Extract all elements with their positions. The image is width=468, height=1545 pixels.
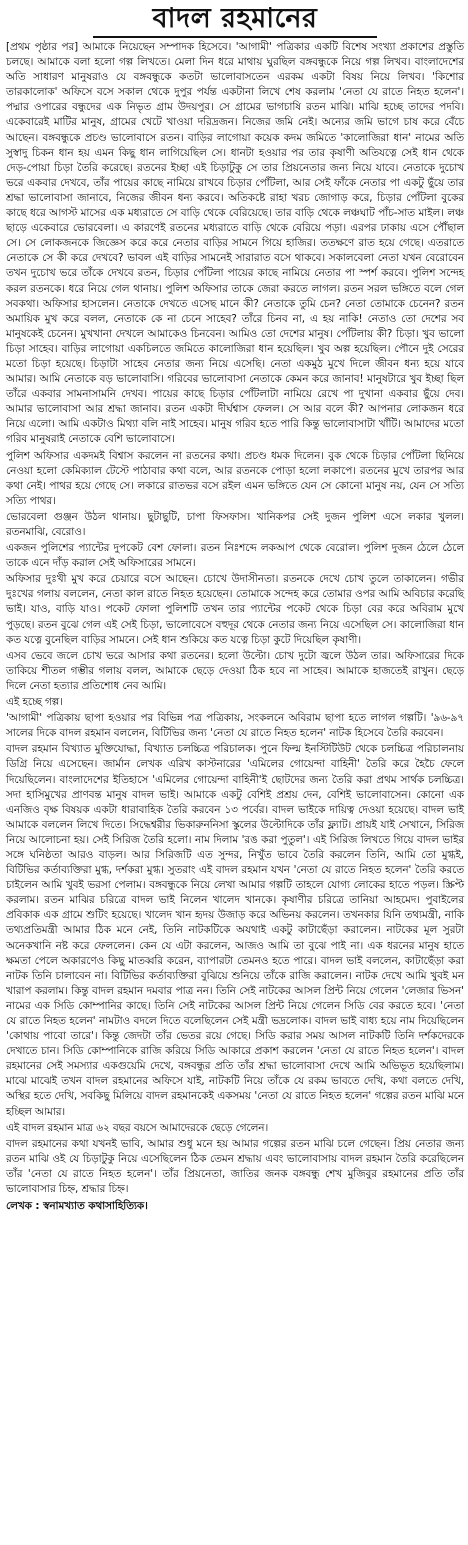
- paragraph-text: আমাকে নিয়েছেন সম্পাদক হিসেবে। 'আগামী' পত্রিকার একটি বিশেষ সংখ্যা প্রকাশের প্রস্তুতি চলছে। আমাকে বলা হলো গল্প লিখতে। মেলা দিন ধরে মাথায় ঘুরছিল বঙ্গবন্ধুকে নিয়ে গল্প লিখব। বাংলাদেশের অতি সাধারণ মানুষরাও যে বঙ্গবন্ধুকে কতটা ভালোবাসতেন এরকম একটা বিষয় নিয়ে লিখব। 'কিশোর তারকালোক' অফিসে বসে সকাল থেকে দুপুর পর্যন্ত একটানা লিখে শেষ করলাম 'নেতা যে রাতে নিহত হলেন'। পদ্মার ওপারের বন্ধুদের এক নিভৃত গ্রাম উদয়পুর। সে গ্রামের ভাগচাষি রতন মাঝি। মাঝি হচ্ছে তাদের পদবি। একেবারেই মাটির মানুষ, গ্রামের খেটে খাওয়া দরিদ্রজন। নিজের জমি নেই। অন্যের জমি ভাগে চাষ করে বেঁচে আছেন। বঙ্গবন্ধুকে প্রচণ্ড ভালোবাসে রতন। বাড়ির লাগোয়া কয়েক কদম জমিতে 'কালোজিরা ধান' নামের অতি সুস্বাদু চিকন ধান হয় এমন কিছু ধান লাগিয়েছিল সে। ধানটা হওয়ার পর তার কৃষাণী অতিযত্নে সেই ধান থেকে দেড়-পোয়া চিড়া তৈরি করেছে। রতনের ইচ্ছা এই চিড়াটুকু সে তার প্রিয়নেতার জন্য নিয়ে যাবে। নেতাকে দুচোখ ভরে একবার দেখবে, তাঁর পায়ের কাছে নামিয়ে রাখবে চিড়ার পোঁটলা, আর সেই ফাঁকে নেতার পা একটু ছুঁয়ে তার শ্রদ্ধা ভালোবাসা জানাবে, নিজের জীবন ধন্য করবে। অতিকষ্টে রাহা খরচ জোগাড় করে, চিড়ার পোঁটলা বুকের কাছে ধরে আগস্ট মাসের এক মধ্যরাতে সে বাড়ি থেকে বেরিয়েছে। তার বাড়ি থেকে লঞ্চঘাট পাঁচ-সাত মাইল। লঞ্চ ছাড়ে একেবারে ভোরবেলা। এ কারণেই রতনের মধ্যরাতে বাড়ি থেকে বেরিয়ে পড়া। এরপর ঢাকায় এসে পৌঁছাল সে। সে লোকজনকে জিজ্ঞেস করে করে নেতার বাড়ির সামনে গিয়ে হাজির। ততক্ষণে রাত হয়ে গেছে। এতরাতে নেতাকে সে কী করে দেখবে? ভাবল এই বাড়ির সামনেই সারারাত বসে থাকবে। সকালবেলা নেতা যখন বেরোবেন তখন দুচোখ ভরে তাঁকে দেখবে রতন, চিড়ার পোঁটলা পায়ের কাছে নামিয়ে নেতার পা স্পর্শ করবে। পুলিশ সন্দেহ করল রতনকে। ধরে নিয়ে গেল থানায়। পুলিশ অফিসার তাকে জেরা করতে লাগল। রতন সরল ভঙ্গিতে বলে গেল সবকথা। অফিসার হাসলেন। নেতাকে দেখতে এসেছ মানে কী? নেতাকে তুমি চেন? নেতা তোমাকে চেনেন? রতন অমায়িক মুখ করে বলল, নেতাকে কে না চেনে সাহেব? তাঁরে চিনব না, এ হয় নাকি! নেতাও তো দেশের সব মানুষকেই চেনেন। মুখখানা দেখলে আমাকেও চিনবেন। আমিও তো দেশের মানুষ। পোঁটলায় কী? চিড়া। খুব ভালো চিড়া সাহেব। বাড়ির লাগোয়া একচিলতে জমিতে কালোজিরা ধান হয়েছিল। খুব অল্প হয়েছিল। পৌনে দুই সেরের মতো চিড়া হয়েছে। চিড়াটা সাহেব নেতার জন্য নিয়ে এসেছি। নেতা একমুঠ মুখে দিলে জীবন ধন্য হয়ে যাবে আমার। আমি নেতাকে বড় ভালোবাসি। গরিবের ভালোবাসা নেতাকে কেমন করে জানাব! মানুষটারে খুব ইচ্ছা ছিল তাঁরে একবার সামনাসামনি দেখব। পায়ের কাছে চিড়ার পোঁটলাটা নামিয়ে রেখে পা দুখানা একবার ছুঁয়ে দেব। আমার ভালোবাসা আর শ্রদ্ধা জানাব। রতন একটা দীর্ঘশ্বাস ফেলল। সে আর বলে কী? আপনার লোকজন ধরে নিয়ে এলো। আমি একটাও মিথ্যা বলি নাই সাহেব। মানুষ গরিব হতে পারি কিন্তু ভালোবাসাটা খাঁটি। আমাদের মতো গরিব মানুষরাই নেতাকে বেশি ভালোবাসে।: [6, 41, 465, 446]
- paragraph: 'আগামী' পত্রিকায় ছাপা হওয়ার পর বিভিন্ন পত্র পত্রিকায়, সংকলনে অবিরাম ছাপা হতে লাগল গল্পটি। '৯৬-৯৭ সালের দিকে বাদল রহমান বললেন, বিটিভির জন্য 'নেতা যে রাতে নিহত হলেন' নাটক হিসেবে তৈরি করবেন।: [6, 712, 464, 740]
- paragraph: বাদল রহমান বিখ্যাত মুক্তিযোদ্ধা, বিখ্যাত চলচ্চিত্র পরিচালক। পুনে ফিল্ম ইনস্টিটিউট থেকে চলচ্চিত্র পরিচালনায় ডিগ্রি নিয়ে এসেছেন। জার্মান লেখক এরিখ কাস্টনারের 'এমিলের গোয়েন্দা বাহিনী' তৈরি করে হৈচৈ ফেলে দিয়েছিলেন। বাংলাদেশের ইতিহাসে 'এমিলের গোয়েন্দা বাহিনী'ই ছোটদের জন্য তৈরি করা প্রথম সার্থক চলচ্চিত্র। সদা হাসিমুখের প্রাণবন্ত মানুষ বাদল ভাই। আমাকে একটু বেশিই প্রশ্রয় দেন, বেশিই ভালোবাসেন। কোনো এক এনজিও বৃক্ষ বিষয়ক একটা ধারাবাহিক তৈরি করবেন ১৩ পর্বের। বাদল ভাইকে দায়িত্ব দেওয়া হয়েছে। বাদল ভাই আমাকে বললেন লিখে দিতে। সিদ্ধেশ্বরীর ভিকারুননিসা স্কুলের উল্টোদিকে তাঁর ফ্ল্যাট। প্রায়ই যাই সেখানে, সিরিজ নিয়ে আলোচনা হয়। সেই সিরিজ তৈরি হলো। নাম দিলাম 'রঙ করা পুতুল'। এই সিরিজ লিখতে গিয়ে বাদল ভাইর সঙ্গে ঘনিষ্ঠতা আরও বাড়ল। আর সিরিজটি এত সুন্দর, নিখুঁত ভাবে তৈরি করলেন তিনি, আমি তো মুগ্ধই, বিটিভির কর্তাব্যক্তিরা মুগ্ধ, দর্শকরা মুগ্ধ। সুতরাং এই বাদল রহমান যখন 'নেতা যে রাতে নিহত হলেন' তৈরি করতে চাইলেন আমি খুবই ভরসা পেলাম। বঙ্গবন্ধুকে নিয়ে লেখা আমার গল্পটি তাহলে যোগ্য লোকের হাতে পড়ল। স্ক্রিপ্ট করলাম। রতন মাঝির চরিত্রে বাদল ভাই নিলেন খালেদ খানকে। কৃষাণীর চরিত্রে তানিয়া আহমেদ। পুবাইলের প্রবিকাক এক গ্রামে শুটিং হয়েছে। খালেদ খান হৃদয় উজাড় করে অভিনয় করলেন। তখনকার যিনি তথ্যমন্ত্রী, নাকি তথ্যপ্রতিমন্ত্রী আমার ঠিক মনে নেই, তিনি নাটকটিকে অযথাই একটু কাটাছেঁড়া করালেন। নাটকের মূল সুরটা অনেকখানি নষ্ট করে ফেললেন। কেন যে এটা করলেন, আজও আমি তা বুঝে পাই না। এক ধরনের মানুষ হাতে ক্ষমতা পেলে অকারণেও কিছু মাতব্বরি করেন, ব্যাপারটা তেমনও হতে পারে। বাদল ভাই বললেন, কাটাছেঁড়া করা নাটক তিনি চালাবেন না। বিটিভির কর্তাব্যক্তিরা বুঝিয়ে শুনিয়ে তাঁকে রাজি করালেন। নাটক দেখে আমি খুবই মন খারাপ করলাম। কিন্তু বাদল রহমান দমবার পাত্র নন। তিনি সেই নাটকের আসল প্রিন্ট নিয়ে গেলেন 'লেজার ভিসন' নামের এক সিডি কোম্পানির কাছে। তিনি সেই নাটকের আসল প্রিন্ট নিয়ে গেলেন সিডি বের করতে হবে। 'নেতা যে রাতে নিহত হলেন' নামটাও বদলে দিতে বলেছিলেন সেই মন্ত্রী ভদ্রলোক। বাদল ভাই বাধ্য হয়ে নাম দিয়েছিলেন 'কোথায় পাবো তারে'। কিন্তু জেদটা তাঁর ভেতর রয়ে গেছে। সিডি করার সময় আসল নাটকটি তিনি দর্শকদেরকে দেখাতে চান। সিডি কোম্পানিকে রাজি করিয়ে সিডি আকারে প্রকাশ করলেন 'নেতা যে রাতে নিহত হলেন'। বাদল রহমানের সেই সমস্যার একগুয়েমি দেখে, বঙ্গবন্ধুর প্রতি তাঁর শ্রদ্ধা ভালোবাসা দেখে আমি অভিভূত হয়েছিলাম। মাঝে মাঝেই তখন বাদল রহমানের অফিসে যাই, নাটকটি নিয়ে তাঁকে যে রকম ভাবতে দেখি, কথা বলতে দেখি, অস্থির হতে দেখি, সবকিছু মিলিয়ে বাদল রহমানকেই একসময় 'নেতা যে রাতে নিহত হলেন' গল্পের রতন মাঝি মনে হচ্ছিল আমার।: [6, 743, 464, 1118]
- paragraph: [6, 40, 464, 448]
- paragraph: এই বাদল রহমান মাত্র ৬২ বছর বয়সে আমাদেরকে ছেড়ে গেলেন।: [6, 1121, 269, 1134]
- paragraph: অফিসার দুঃখী মুখ করে চেয়ারে বসে আছেন। চোখে উদাসীনতা। রতনকে দেখে চোখ তুলে তাকালেন। গভীর দুঃখের গলায় বললেন, নেতা কাল রাতে নিহত হয়েছেন। তোমাকে সন্দেহ করে তোমার ওপর আমি অবিচার করেছি ভাই। যাও, বাড়ি যাও। পকেট ফোলা পুলিশটি তখন তার প্যান্টের পকেট থেকে চিড়া বের করে অবিরাম মুখে পুড়ছে। রতন বুঝে গেল এই সেই চিড়া, ভালোবেসে বহুদূর থেকে নেতার জন্য নিয়ে এসেছিল সে। কালোজিরা ধান কত যত্নে বুনেছিল বাড়ির সামনে। সেই ধান শুকিয়ে কত যত্নে চিড়া কুটে দিয়েছিল কৃষাণী।: [6, 573, 464, 646]
- headline-area: [6, 0, 464, 40]
- paragraph: এসব ভেবে জলে চোখ ভরে আসার কথা রতনের। হলো উল্টো। চোখ দুটো জ্বলে উঠল তার। অফিসারের দিকে তাকিয়ে শীতল গম্ভীর গলায় বলল, আমাকে ছেড়ে দেওয়া ঠিক হবে না সাহেব। আমাকে হাজতেই রাখুন। ছেড়ে দিলে নেতা হত্যার প্রতিশোধ নেব আমি।: [6, 649, 464, 692]
- paragraph: ভোরবেলা গুঞ্জন উঠল থানায়। ছুটাছুটি, চাপা ফিসফাস। খানিকপর সেই দুজন পুলিশ এসে লকার খুলল। রতনমাঝি, বেরোও।: [6, 510, 464, 538]
- paragraph: এই হচ্ছে গল্প।: [6, 696, 63, 709]
- article-body: [6, 40, 464, 1214]
- continued-label: [প্রথম পৃষ্ঠার পর]: [6, 41, 79, 53]
- paragraph: বাদল রহমানের কথা যখনই ভাবি, আমার শুধু মনে হয় আমার গল্পের রতন মাঝি চলে গেছেন। প্রিয় নেতার জন্য রতন মাঝি ওই যে চিড়াটুকু নিয়ে এসেছিলেন ঠিক তেমন শ্রদ্ধায় এবং ভালোবাসায় বাদল রহমান তৈরি করেছিলেন তাঁর 'নেতা যে রাতে নিহত হলেন'। তাঁর প্রিয়নেতা, জাতির জনক বঙ্গবন্ধু শেখ মুজিবুর রহমানের প্রতি তাঁর ভালোবাসার চিহ্ন, শ্রদ্ধার চিহ্ন।: [6, 1137, 464, 1196]
- paragraph: একজন পুলিশের প্যান্টের দুপকেট বেশ ফোলা। রতন নিঃশব্দে লকআপ থেকে বেরোল। পুলিশ দুজন ঠেলে ঠেলে তাকে এনে দাঁড় করাল সেই অফিসারের সামনে।: [6, 542, 464, 570]
- paragraph: পুলিশ অফিসার একদমই বিশ্বাস করলেন না রতনের কথা। প্রচণ্ড ধমক দিলেন। বুক থেকে চিড়ার পোঁটলা ছিনিয়ে নেওয়া হলো কেমিক্যাল টেস্টে পাঠাবার কথা বলে, আর রতনকে পোড়া হলো লকাপে। রতনের মুখে তারপর আর কথা নেই। পাথর হয়ে গেছে সে। লকারে রাতভর বসে রইল এমন ভঙ্গিতে যেন সে কোনো মানুষ নয়, যেন সে সত্যি সত্যি পাথর।: [6, 449, 464, 507]
- headline: বাদল রহমানের: [93, 2, 378, 38]
- author-line: লেখক : স্বনামখ্যাত কথাসাহিত্যিক।: [6, 1200, 148, 1213]
